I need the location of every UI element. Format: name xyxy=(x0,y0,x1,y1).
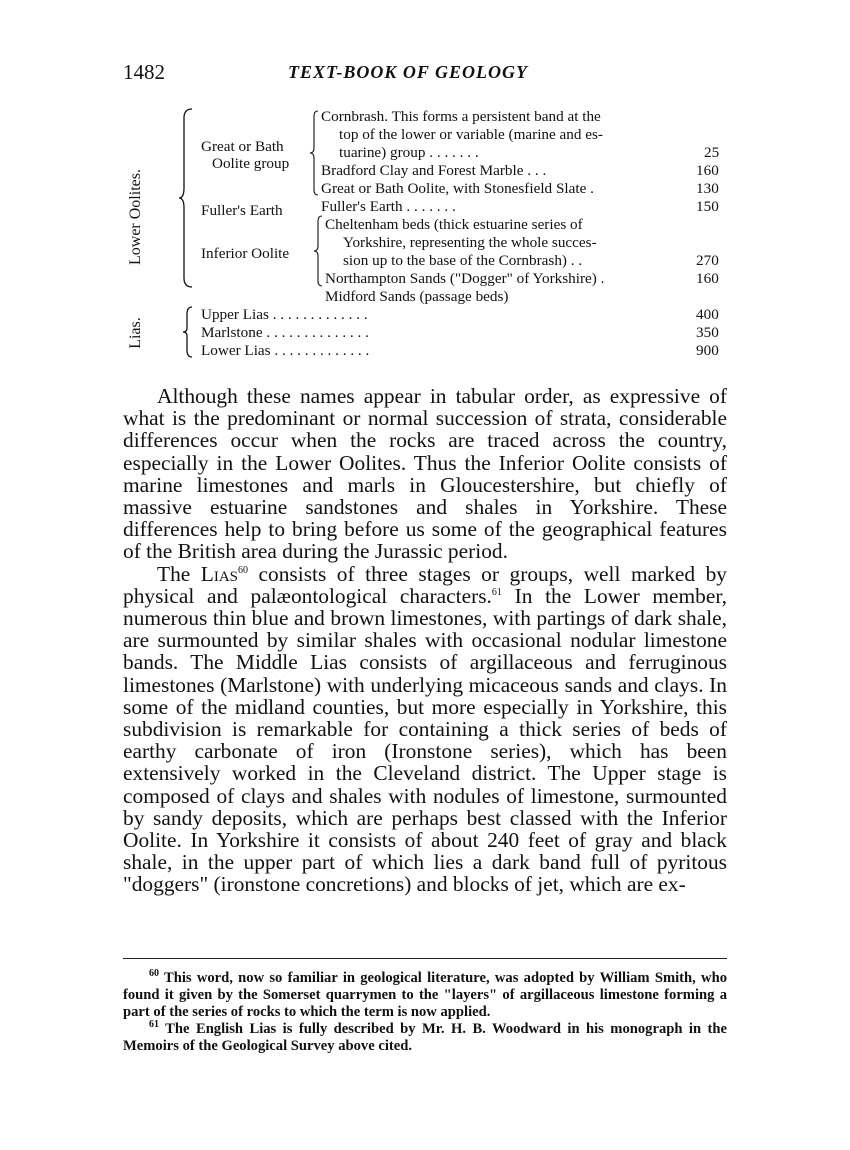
footnote-60: $^{60}$ This word, now so familiar in geological literature, was adopted by William Smith, who found it given by the Somerset quarrymen to the "layers" of argillaceous limestone forming a part of the series of rocks to which the term is now applied. xyxy=(123,968,727,1020)
group-label-lias: Lias. xyxy=(127,317,144,349)
value-cornbrash: 25 xyxy=(704,144,720,161)
paragraph-1: Although these names appear in tabular order, as expressive of what is the predominant or normal succession of strata, considerable differences occur when the rocks are traced across the country, especially in the Lower Oolites. Thus the Inferior Oolite consists of marine limestones and marls in Gloucestershire, but chiefly of massive estuarine sandstones and shales in Yorkshire. These differences help to bring before us some of the geographical features of the British area during the Jurassic period. xyxy=(123,384,727,564)
value-marlstone: 350 xyxy=(696,324,719,341)
paragraph-2: The Lias$^{60}$ consists of three stages or groups, well marked by physical and palæontological characters.$^{61}$ In the Lower member, numerous thin blue and brown limestones, with partings of dark shale, are surmounted by similar shales with occasional nodular limestone bands. The Middle Lias consists of argillaceous and ferruginous limestones (Marlstone) with underlying micaceous sands and clays. In some of the midland counties, but more especially in Yorkshire, this subdivision is remarkable for containing a thick series of beds of earthy carbonate of iron (Ironstone series), which has been extensively worked in the Cleveland district. The Upper stage is composed of clays and shales with nodules of limestone, surmounted by sandy deposits, which are perhaps best classed with the Inferior Oolite. In Yorkshire it consists of about 240 feet of gray and black shale, in the upper part of which lies a dark band full of pyritous "doggers" (ironstone concretions) and blocks of jet, which are ex- xyxy=(123,561,727,897)
great-oolite-brace xyxy=(309,110,319,196)
value-northampton: 160 xyxy=(696,270,719,287)
footnotes xyxy=(123,970,727,1055)
stage-great-oolite-1: Great or Bath xyxy=(201,138,284,155)
footnote-ref-60[interactable]: 60 xyxy=(238,564,249,576)
row-lower-lias: Lower Lias . . . . . . . . . . . . . xyxy=(201,342,370,359)
footnote-61: $^{61}$ The English Lias is fully described by Mr. H. B. Woodward in his monograph in the Memoirs of the Geological Survey above cited. xyxy=(123,1019,727,1054)
value-great-oolite: 130 xyxy=(696,180,719,197)
lias-term: Lias xyxy=(200,561,239,586)
row-great-oolite: Great or Bath Oolite, with Stonesfield Slate . xyxy=(321,180,594,197)
row-midford: Midford Sands (passage beds) xyxy=(325,288,509,305)
page-number: 1482 xyxy=(123,60,165,84)
stage-inferior-oolite: Inferior Oolite xyxy=(201,245,290,262)
value-fullers: 150 xyxy=(696,198,719,215)
stage-fullers-earth: Fuller's Earth xyxy=(201,202,283,219)
stage-great-oolite-2: Oolite group xyxy=(212,155,290,172)
row-cheltenham-3: sion up to the base of the Cornbrash) . . xyxy=(343,252,583,269)
page-header xyxy=(123,60,727,88)
value-lower-lias: 900 xyxy=(696,342,719,359)
row-marlstone: Marlstone . . . . . . . . . . . . . . xyxy=(201,324,369,341)
row-northampton: Northampton Sands ("Dogger" of Yorkshire) . xyxy=(325,270,605,287)
value-cheltenham: 270 xyxy=(696,252,719,269)
body-text xyxy=(123,385,727,896)
row-cornbrash-3: tuarine) group . . . . . . . xyxy=(339,144,479,161)
footnote-rule xyxy=(123,958,727,959)
value-upper-lias: 400 xyxy=(696,306,719,323)
row-cornbrash-1: Cornbrash. This forms a persistent band at the xyxy=(321,108,601,125)
inferior-oolite-brace xyxy=(313,215,323,287)
strata-table xyxy=(120,108,730,363)
value-bradford: 160 xyxy=(696,162,719,179)
lias-brace xyxy=(182,306,194,358)
running-title: TEXT-BOOK OF GEOLOGY xyxy=(288,62,529,82)
group-label-lower-oolites: Lower Oolites. xyxy=(127,169,144,265)
row-cornbrash-2: top of the lower or variable (marine and es- xyxy=(339,126,603,143)
row-bradford: Bradford Clay and Forest Marble . . . xyxy=(321,162,547,179)
row-upper-lias: Upper Lias . . . . . . . . . . . . . xyxy=(201,306,368,323)
row-cheltenham-2: Yorkshire, representing the whole succes- xyxy=(343,234,597,251)
footnote-ref-61[interactable]: 61 xyxy=(491,586,502,598)
lower-oolites-brace xyxy=(178,108,194,288)
row-cheltenham-1: Cheltenham beds (thick estuarine series of xyxy=(325,216,583,233)
row-fullers-earth: Fuller's Earth . . . . . . . xyxy=(321,198,456,215)
